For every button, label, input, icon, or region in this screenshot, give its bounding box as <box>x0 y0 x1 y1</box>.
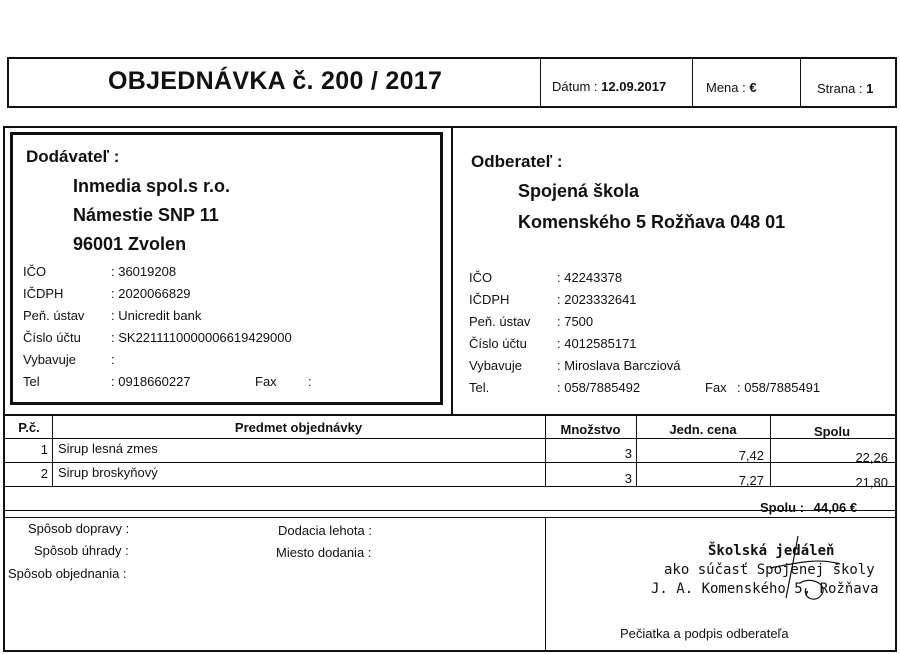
date-value: 12.09.2017 <box>601 79 667 94</box>
sum-label: Spolu : <box>760 500 805 515</box>
customer-field-value: : Miroslava Barcziová <box>557 358 681 373</box>
currency-field <box>706 80 757 95</box>
supplier-field-value: : 36019208 <box>111 264 177 279</box>
supplier-field-label: Číslo účtu <box>23 330 81 345</box>
col-header-qty: Množstvo <box>560 422 621 437</box>
page-field <box>817 81 873 96</box>
customer-field-label: Tel. <box>469 380 490 395</box>
customer-field-label: Peň. ústav <box>469 314 531 329</box>
supplier-field-value: : SK2211110000006619429000 <box>111 330 292 345</box>
customer-field-value: : 058/7885492 <box>557 380 641 395</box>
supplier-fax-value: : <box>308 374 312 389</box>
col-header-no: P.č. <box>18 420 40 435</box>
col-header-unit-price: Jedn. cena <box>669 422 737 437</box>
row-total: 21,80 <box>855 475 888 490</box>
sum-bottom-rule <box>4 517 896 518</box>
date-field <box>552 79 666 94</box>
customer-field-value: : 42243378 <box>557 270 623 285</box>
customer-field-value: : 4012585171 <box>557 336 637 351</box>
transport-label: Spôsob dopravy : <box>28 521 130 536</box>
delivery-time-label: Dodacia lehota : <box>278 523 372 538</box>
ordering-label: Spôsob objednania : <box>8 566 127 581</box>
row-qty: 3 <box>624 471 632 486</box>
customer-field-value: : 2023332641 <box>557 292 637 307</box>
sum-value: 44,06 € <box>813 500 858 515</box>
order-title: OBJEDNÁVKA č. 200 / 2017 <box>108 67 443 95</box>
supplier-field-row <box>23 286 433 308</box>
customer-field-row <box>469 292 889 314</box>
supplier-field-row <box>23 330 433 352</box>
row-number: 1 <box>40 442 48 457</box>
customer-field-row <box>469 358 889 380</box>
page-label: Strana : <box>817 81 863 96</box>
currency-label: Mena : <box>706 80 746 95</box>
signature-label: Pečiatka a podpis odberateľa <box>620 626 789 641</box>
signature-scribble <box>740 528 860 618</box>
row-unit-price: 7,27 <box>738 473 764 488</box>
customer-address: Komenského 5 Rožňava 048 01 <box>518 212 786 232</box>
customer-fax-value: : 058/7885491 <box>737 380 821 395</box>
date-label: Dátum : <box>552 79 598 94</box>
supplier-field-row <box>23 352 433 374</box>
customer-heading: Odberateľ : <box>471 152 563 171</box>
footer-divider <box>545 518 546 652</box>
supplier-field-value: : 0918660227 <box>111 374 191 389</box>
payment-label: Spôsob úhrady : <box>34 543 129 558</box>
supplier-fax-label: Fax <box>255 374 277 389</box>
order-sum <box>760 500 857 515</box>
stamp-line-3: J. A. Komenského 5, Rožňava <box>651 581 879 597</box>
header-divider <box>692 59 693 106</box>
supplier-city: 96001 Zvolen <box>73 234 187 254</box>
supplier-field-value: : Unicredit bank <box>111 308 202 323</box>
customer-fax-label: Fax <box>705 380 727 395</box>
row-qty: 3 <box>624 446 632 461</box>
customer-field-label: IČO <box>469 270 493 285</box>
customer-field-row <box>469 270 889 292</box>
row-item: Sirup lesná zmes <box>58 441 158 456</box>
table-top-rule <box>4 414 896 416</box>
supplier-fields <box>23 264 433 396</box>
supplier-field-label: Peň. ústav <box>23 308 85 323</box>
stamp-line-2: ako súčasť Spojenej školy <box>664 562 875 578</box>
supplier-field-label: Vybavuje <box>23 352 76 367</box>
supplier-street: Námestie SNP 11 <box>73 205 219 225</box>
table-header-rule <box>4 438 896 439</box>
row-number: 2 <box>40 466 48 481</box>
customer-field-row <box>469 336 889 358</box>
row-unit-price: 7,42 <box>738 448 764 463</box>
customer-field-label: Vybavuje <box>469 358 522 373</box>
customer-field-value: : 7500 <box>557 314 594 329</box>
customer-field-row <box>469 314 889 336</box>
row-total: 22,26 <box>855 450 888 465</box>
customer-name: Spojená škola <box>518 181 640 201</box>
stamp-line-1: Školská jedáleň <box>708 543 835 559</box>
supplier-name: Inmedia spol.s r.o. <box>73 176 231 196</box>
supplier-field-row <box>23 264 433 286</box>
page-value: 1 <box>866 81 874 96</box>
supplier-field-row <box>23 374 433 396</box>
supplier-field-label: IČO <box>23 264 47 279</box>
supplier-field-row <box>23 308 433 330</box>
customer-field-row <box>469 380 889 402</box>
supplier-field-value: : 2020066829 <box>111 286 191 301</box>
row-item: Sirup broskyňový <box>58 465 158 480</box>
customer-field-label: IČDPH <box>469 292 510 307</box>
customer-field-label: Číslo účtu <box>469 336 527 351</box>
customer-fields <box>469 270 889 402</box>
supplier-heading: Dodávateľ : <box>26 147 120 166</box>
header-divider <box>540 59 541 106</box>
col-header-item: Predmet objednávky <box>234 420 363 435</box>
supplier-field-label: IČDPH <box>23 286 64 301</box>
supplier-field-value: : <box>111 352 115 367</box>
delivery-place-label: Miesto dodania : <box>276 545 372 560</box>
header-divider <box>800 59 801 106</box>
party-divider <box>451 128 453 415</box>
supplier-field-label: Tel <box>23 374 40 389</box>
currency-value: € <box>749 80 757 95</box>
col-header-total: Spolu <box>813 424 851 439</box>
